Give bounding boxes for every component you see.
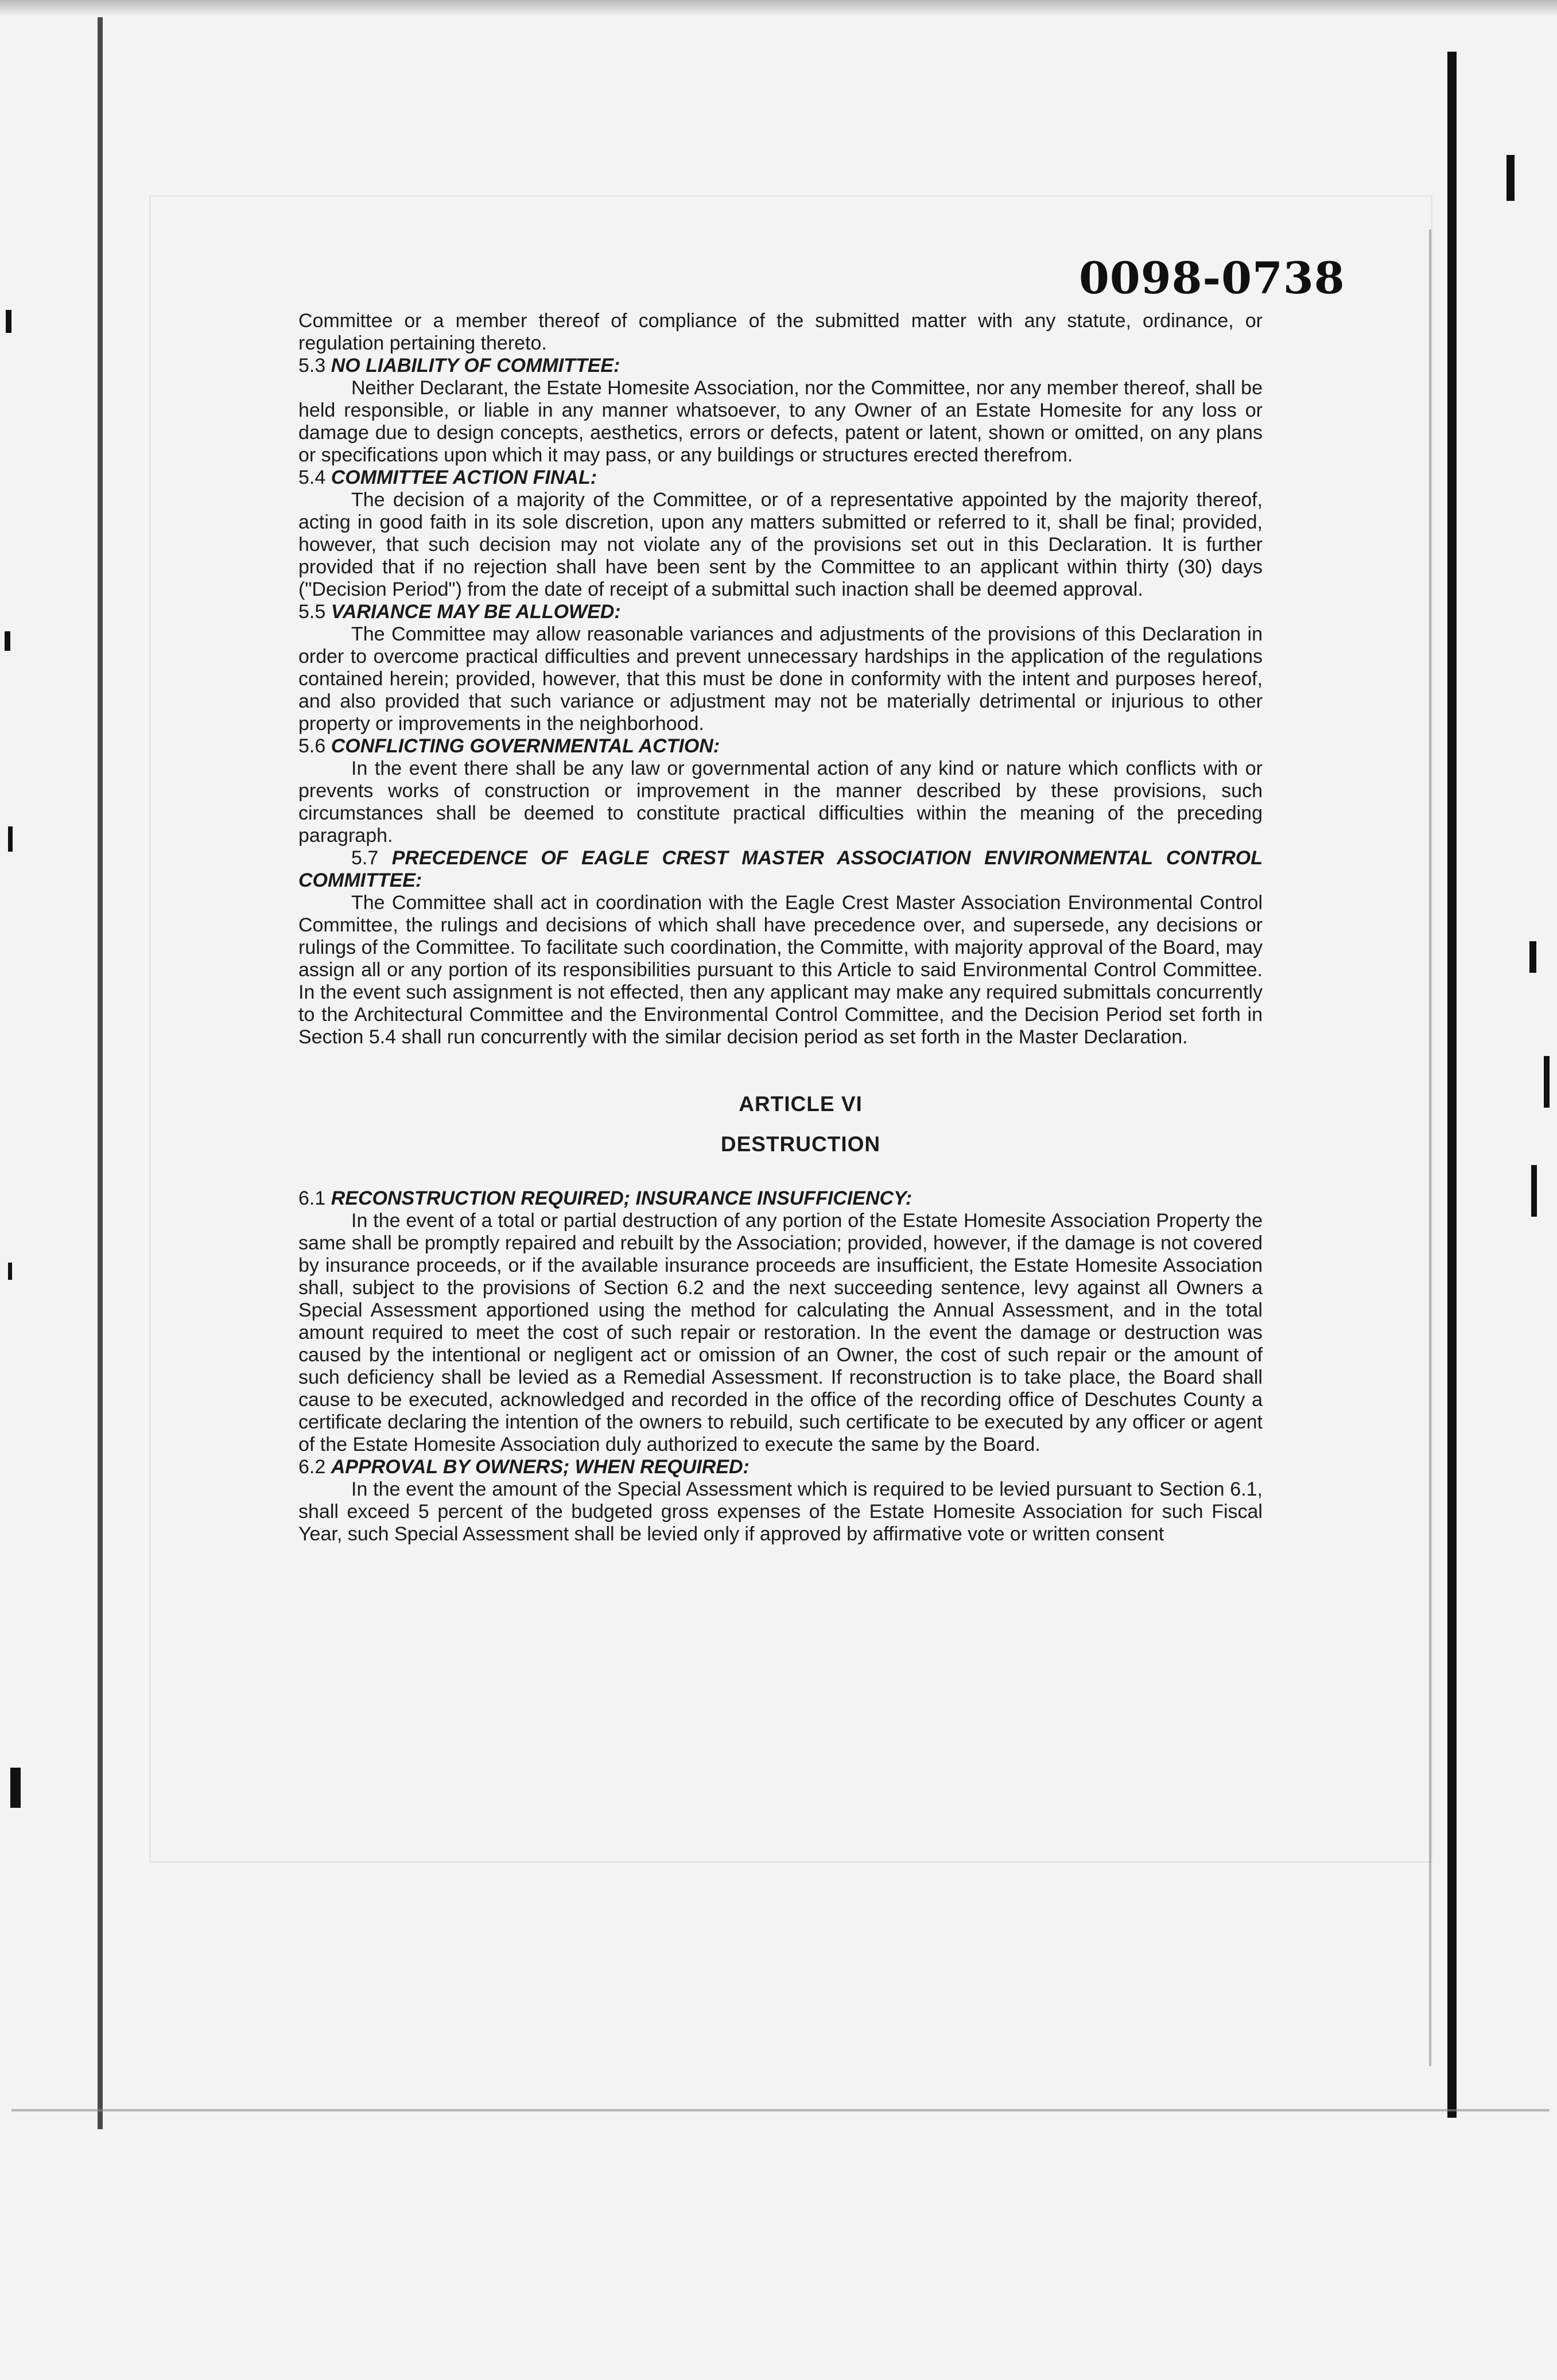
margin-mark <box>1531 1165 1537 1217</box>
scan-right-edge-line <box>1447 52 1457 2118</box>
section-number: 5.4 <box>298 467 326 488</box>
margin-mark <box>1529 941 1536 973</box>
section-heading <box>298 1187 1263 1210</box>
section-heading <box>298 601 1263 623</box>
document-number: 0098-0738 <box>1079 253 1345 304</box>
article-heading <box>298 1084 1263 1164</box>
opening-paragraph: Committee or a member thereof of compliance of the submitted matter with any statute, ordinance, or regulation pertaining thereto. <box>298 310 1263 354</box>
section-title: COMMITTEE ACTION FINAL: <box>331 467 597 488</box>
section-title: RECONSTRUCTION REQUIRED; INSURANCE INSUFFICIENCY: <box>331 1187 913 1209</box>
section-title: VARIANCE MAY BE ALLOWED: <box>331 601 621 623</box>
margin-mark <box>6 310 11 333</box>
section-heading <box>298 355 1263 377</box>
section-title: CONFLICTING GOVERNMENTAL ACTION: <box>331 735 720 757</box>
article-title: ARTICLE VI <box>739 1092 863 1116</box>
document-body <box>298 310 1263 1546</box>
section-number: 5.3 <box>298 355 326 376</box>
section-number: 5.6 <box>298 735 326 757</box>
section-body: The Committee shall act in coordination with the Eagle Crest Master Association Environmental Control Committee, the rulings and decisions of which shall have precedence over, and supersede, any decisions or rulings of the Committee. To facilitate such coordination, the Committe, with majority approval of the Board, may assign all or any portion of its responsibilities pursuant to this Article to said Environmental Control Committee. In the event such assignment is not effected, then any applicant may make any required submittals concurrently to the Architectural Committee and the Environmental Control Committee, and the Decision Period set forth in Section 5.4 shall run concurrently with the similar decision period as set forth in the Master Declaration. <box>298 892 1263 1048</box>
section-body: In the event of a total or partial destruction of any portion of the Estate Homesite Association Property the same shall be promptly repaired and rebuilt by the Association; provided, however, if the damage is not covered by insurance proceeds, or if the available insurance proceeds are insufficient, the Estate Homesite Association shall, subject to the provisions of Section 6.2 and the next succeeding sentence, levy against all Owners a Special Assessment apportioned using the method for calculating the Annual Assessment, and in the total amount required to meet the cost of such repair or restoration. In the event the damage or destruction was caused by the intentional or negligent act or omission of an Owner, the cost of such repair or the amount of such deficiency shall be levied as a Remedial Assessment. If reconstruction is to take place, the Board shall cause to be executed, acknowledged and recorded in the office of the recording office of Deschutes County a certificate declaring the intention of the owners to rebuild, such certificate to be executed by any officer or agent of the Estate Homesite Association duly authorized to execute the same by the Board. <box>298 1210 1263 1455</box>
section-number: 5.7 <box>351 847 379 869</box>
section-title: APPROVAL BY OWNERS; WHEN REQUIRED: <box>331 1456 750 1478</box>
section-title: NO LIABILITY OF COMMITTEE: <box>331 355 620 376</box>
scan-top-edge <box>0 0 1557 16</box>
section-body: The decision of a majority of the Committee, or of a representative appointed by the majority thereof, acting in good faith in its sole discretion, upon any matters submitted or referred to it, shall be final; provided, however, that such decision may not violate any of the provisions set out in this Declaration. It is further provided that if no rejection shall have been sent by the Committee to an applicant within thirty (30) days ("Decision Period") from the date of receipt of a submittal such inaction shall be deemed approval. <box>298 489 1263 600</box>
section-body: In the event the amount of the Special Assessment which is required to be levied pursuant to Section 6.1, shall exceed 5 percent of the budgeted gross expenses of the Estate Homesite Association for such Fiscal Year, such Special Assessment shall be levied only if approved by affirmative vote or written consent <box>298 1478 1263 1545</box>
section-body: The Committee may allow reasonable variances and adjustments of the provisions of this Declaration in order to overcome practical difficulties and prevent unnecessary hardships in the application of the regulations contained herein; provided, however, that this must be done in conformity with the intent and purposes hereof, and also provided that such variance or adjustment may not be materially detrimental or injurious to other property or improvements in the neighborhood. <box>298 623 1263 735</box>
margin-mark <box>1544 1056 1550 1108</box>
section-body: In the event there shall be any law or governmental action of any kind or nature which conflicts with or prevents works of construction or improvement in the manner described by these provisions, such circumstances shall be deemed to constitute practical difficulties within the meaning of the preceding paragraph. <box>298 758 1263 847</box>
scan-bottom-edge-line <box>11 2109 1550 2111</box>
section-number: 6.1 <box>298 1187 326 1209</box>
margin-mark <box>8 826 13 852</box>
margin-mark <box>5 631 10 651</box>
section-body: Neither Declarant, the Estate Homesite Association, nor the Committee, nor any member thereof, shall be held responsible, or liable in any manner whatsoever, to any Owner of an Estate Homesite for any loss or damage due to design concepts, aesthetics, errors or defects, patent or latent, shown or omitted, on any plans or specifications upon which it may pass, or any buildings or structures erected therefrom. <box>298 377 1263 466</box>
scan-left-edge-line <box>98 17 103 2129</box>
section-number: 6.2 <box>298 1456 326 1478</box>
margin-mark <box>1506 155 1515 201</box>
section-heading <box>298 1456 1263 1478</box>
margin-mark <box>8 1263 12 1280</box>
section-heading <box>298 735 1263 758</box>
section-heading <box>298 847 1263 892</box>
section-heading <box>298 467 1263 489</box>
article-subtitle: DESTRUCTION <box>720 1132 881 1156</box>
section-title: PRECEDENCE OF EAGLE CREST MASTER ASSOCIATION ENVIRONMENTAL CONTROL COMMITTEE: <box>298 847 1263 891</box>
section-number: 5.5 <box>298 601 326 623</box>
margin-mark <box>10 1768 21 1808</box>
